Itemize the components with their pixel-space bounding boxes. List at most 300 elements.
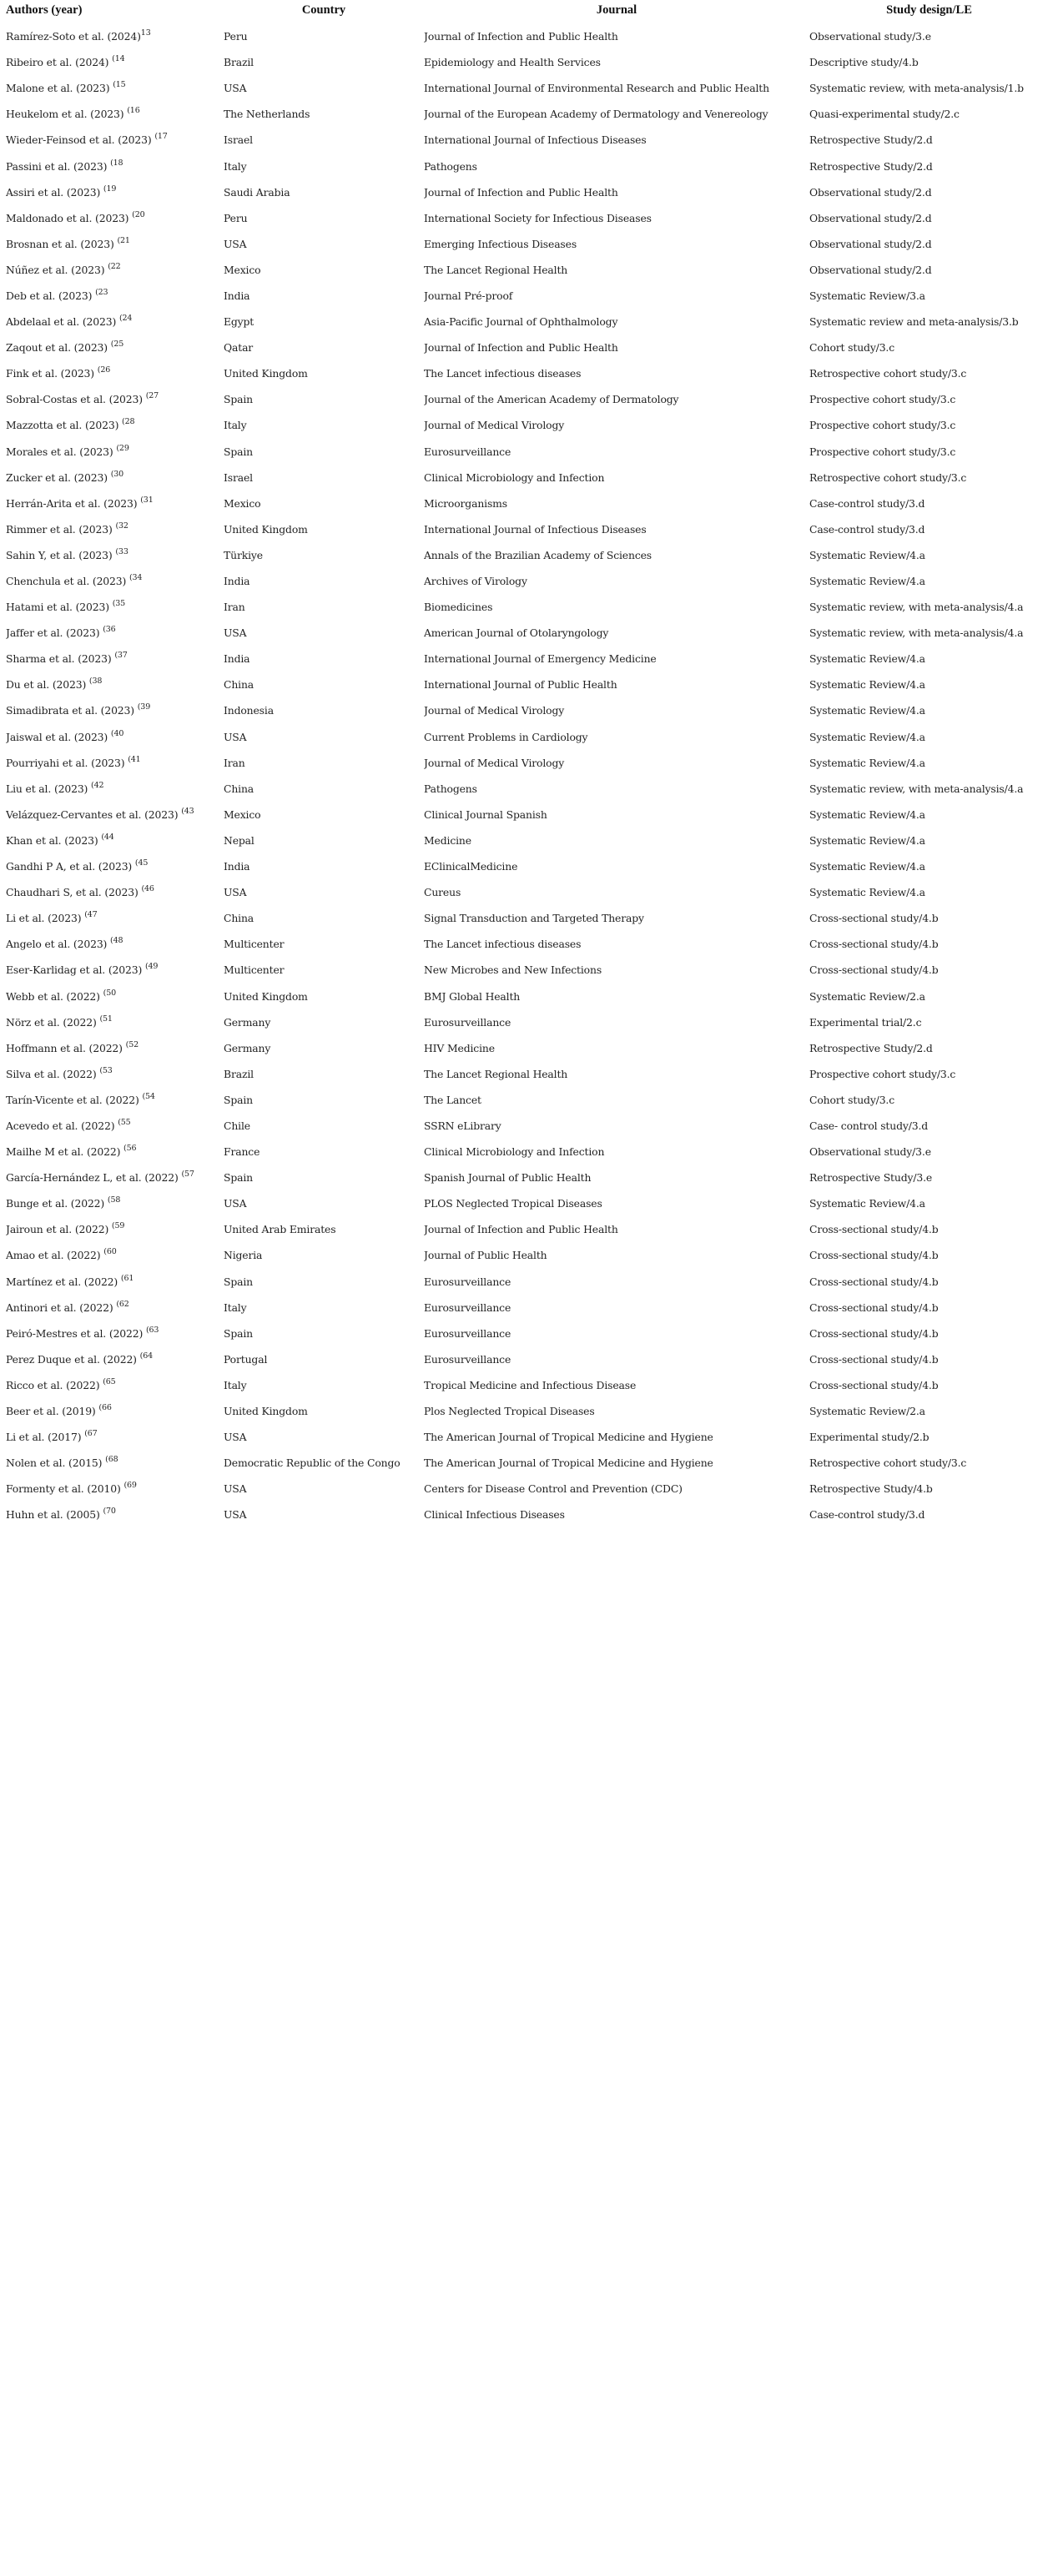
- table-row: [6, 1372, 1049, 1398]
- table-row: [6, 101, 1049, 127]
- country-cell: India: [224, 652, 250, 666]
- country-cell: USA: [224, 1508, 247, 1522]
- author-name: Peiró-Mestres et al. (2022): [6, 1326, 146, 1340]
- author-name: Silva et al. (2022): [6, 1067, 100, 1080]
- author-cell: [6, 1009, 224, 1035]
- author-cell: [6, 101, 224, 127]
- journal-cell: Centers for Disease Control and Prevention (CDC): [424, 1482, 683, 1496]
- author-name: Martínez et al. (2022): [6, 1275, 121, 1288]
- journal-cell: Signal Transduction and Targeted Therapy: [424, 912, 644, 925]
- author-name: Perez Duque et al. (2022): [6, 1352, 140, 1366]
- country-cell: Spain: [224, 1171, 254, 1185]
- table-row: [6, 1269, 1049, 1295]
- design-cell: Descriptive study/4.b: [809, 56, 919, 69]
- country-cell: China: [224, 782, 254, 795]
- author-cell: [6, 672, 224, 697]
- design-cell: Systematic Review/3.a: [809, 289, 925, 302]
- reference-number: (19: [103, 184, 117, 194]
- table-row: [6, 1113, 1049, 1139]
- journal-cell: Journal of Medical Virology: [424, 704, 565, 717]
- author-name: Li et al. (2017): [6, 1431, 85, 1444]
- table-row: [6, 542, 1049, 568]
- journal-cell: The American Journal of Tropical Medicine and Hygiene: [424, 1431, 713, 1444]
- design-cell: Cross-sectional study/4.b: [809, 1326, 939, 1340]
- author-name: Amao et al. (2022): [6, 1249, 104, 1262]
- studies-table: [6, 3, 1049, 1527]
- reference-number: (59: [111, 1221, 125, 1231]
- author-cell: [6, 542, 224, 568]
- design-cell: Cross-sectional study/4.b: [809, 912, 939, 925]
- reference-number: (33: [115, 546, 128, 556]
- reference-number: (26: [97, 365, 111, 375]
- author-name: Pourriyahi et al. (2023): [6, 756, 128, 769]
- reference-number: (51: [99, 1014, 113, 1024]
- reference-number: (25: [110, 340, 124, 350]
- design-cell: Case-control study/3.d: [809, 496, 925, 510]
- country-cell: Israel: [224, 470, 253, 484]
- journal-cell: Cureus: [424, 886, 461, 899]
- journal-cell: Journal of Infection and Public Health: [424, 341, 618, 355]
- author-cell: [6, 1242, 224, 1268]
- author-name: Sobral-Costas et al. (2023): [6, 393, 146, 406]
- table-row: [6, 905, 1049, 931]
- author-cell: [6, 853, 224, 879]
- author-name: Wieder-Feinsod et al. (2023): [6, 133, 155, 147]
- country-cell: USA: [224, 82, 247, 95]
- reference-number: (38: [88, 677, 103, 687]
- design-cell: Systematic Review/2.a: [809, 1405, 925, 1418]
- author-cell: [6, 828, 224, 853]
- country-cell: Peru: [224, 30, 248, 43]
- reference-number: (54: [142, 1091, 155, 1101]
- table-row: [6, 1502, 1049, 1527]
- author-name: Ricco et al. (2022): [6, 1378, 103, 1391]
- author-name: Ramírez-Soto et al. (2024): [6, 30, 141, 43]
- country-cell: Peru: [224, 211, 248, 224]
- journal-cell: The American Journal of Tropical Medicine and Hygiene: [424, 1457, 713, 1470]
- reference-number: (53: [99, 1065, 113, 1075]
- reference-number: (70: [103, 1507, 116, 1517]
- author-name: Tarín-Vicente et al. (2022): [6, 1093, 143, 1106]
- table-row: [6, 646, 1049, 672]
- table-row: [6, 309, 1049, 335]
- journal-cell: International Journal of Environmental Research and Public Health: [424, 82, 769, 95]
- author-cell: [6, 983, 224, 1009]
- country-cell: United Kingdom: [224, 1405, 308, 1418]
- table-row: [6, 672, 1049, 697]
- reference-number: (44: [101, 832, 114, 842]
- author-cell: [6, 568, 224, 594]
- country-cell: Brazil: [224, 56, 254, 69]
- country-cell: Israel: [224, 133, 253, 147]
- journal-cell: Clinical Microbiology and Infection: [424, 470, 605, 484]
- author-name: Jairoun et al. (2022): [6, 1223, 112, 1236]
- country-cell: Italy: [224, 159, 247, 173]
- table-row: [6, 412, 1049, 438]
- author-cell: [6, 1061, 224, 1087]
- journal-cell: International Society for Infectious Diseases: [424, 211, 652, 224]
- journal-cell: American Journal of Otolaryngology: [424, 626, 609, 640]
- journal-cell: Clinical Infectious Diseases: [424, 1508, 565, 1522]
- country-cell: Mexico: [224, 808, 261, 821]
- author-cell: [6, 1321, 224, 1346]
- design-cell: Case-control study/3.d: [809, 522, 925, 536]
- country-cell: India: [224, 289, 250, 302]
- table-row: [6, 1035, 1049, 1061]
- design-cell: Case-control study/3.d: [809, 1508, 925, 1522]
- table-row: [6, 23, 1049, 49]
- author-cell: [6, 1346, 224, 1372]
- journal-cell: BMJ Global Health: [424, 989, 521, 1003]
- author-name: Huhn et al. (2005): [6, 1508, 103, 1522]
- journal-cell: The Lancet Regional Health: [424, 263, 568, 276]
- design-cell: Cross-sectional study/4.b: [809, 1275, 939, 1288]
- country-cell: Multicenter: [224, 963, 285, 977]
- author-cell: [6, 802, 224, 828]
- author-name: Maldonado et al. (2023): [6, 211, 133, 224]
- reference-number: (57: [181, 1170, 194, 1180]
- header-country: Country: [301, 3, 346, 17]
- table-row: [6, 1165, 1049, 1190]
- author-name: Chenchula et al. (2023): [6, 575, 129, 588]
- author-cell: [6, 1295, 224, 1321]
- author-cell: [6, 620, 224, 646]
- design-cell: Retrospective Study/2.d: [809, 1041, 933, 1054]
- author-name: Acevedo et al. (2022): [6, 1119, 118, 1132]
- design-cell: Systematic Review/4.a: [809, 833, 925, 847]
- reference-number: (14: [112, 54, 125, 64]
- table-row: [6, 127, 1049, 153]
- journal-cell: Annals of the Brazilian Academy of Sciences: [424, 548, 652, 561]
- journal-cell: The Lancet Regional Health: [424, 1067, 568, 1080]
- reference-number: (61: [120, 1273, 134, 1283]
- country-cell: China: [224, 678, 254, 692]
- design-cell: Prospective cohort study/3.c: [809, 445, 956, 458]
- reference-number: (69: [123, 1481, 137, 1491]
- author-cell: [6, 75, 224, 101]
- table-row: [6, 465, 1049, 491]
- table-row: [6, 1009, 1049, 1035]
- reference-number: (63: [145, 1325, 159, 1335]
- journal-cell: Journal of Infection and Public Health: [424, 30, 618, 43]
- reference-number: (39: [137, 702, 151, 712]
- country-cell: Spain: [224, 1093, 254, 1106]
- author-name: Antinori et al. (2022): [6, 1301, 117, 1314]
- author-name: Chaudhari S, et al. (2023): [6, 886, 142, 899]
- table-row: [6, 1242, 1049, 1268]
- author-name: Deb et al. (2023): [6, 289, 96, 302]
- author-name: Nolen et al. (2015): [6, 1457, 106, 1470]
- author-cell: [6, 465, 224, 491]
- design-cell: Observational study/2.d: [809, 185, 932, 199]
- design-cell: Cross-sectional study/4.b: [809, 1352, 939, 1366]
- author-name: Ribeiro et al. (2024): [6, 56, 113, 69]
- table-header: [6, 3, 1049, 23]
- reference-number: (42: [91, 780, 104, 790]
- author-name: Beer et al. (2019): [6, 1405, 99, 1418]
- author-cell: [6, 905, 224, 931]
- author-name: Zucker et al. (2023): [6, 470, 111, 484]
- table-row: [6, 283, 1049, 309]
- journal-cell: Microorganisms: [424, 496, 507, 510]
- reference-number: (23: [95, 287, 108, 297]
- author-cell: [6, 1216, 224, 1242]
- header-design: Study design/LE: [886, 3, 972, 17]
- journal-cell: Pathogens: [424, 159, 477, 173]
- journal-cell: Eurosurveillance: [424, 1326, 511, 1340]
- journal-cell: Plos Neglected Tropical Diseases: [424, 1405, 595, 1418]
- table-row: [6, 335, 1049, 360]
- design-cell: Cross-sectional study/4.b: [809, 1301, 939, 1314]
- country-cell: Chile: [224, 1119, 250, 1132]
- author-cell: [6, 750, 224, 776]
- reference-number: (16: [127, 106, 140, 116]
- journal-cell: EClinicalMedicine: [424, 860, 518, 873]
- table-row: [6, 568, 1049, 594]
- author-name: Eser-Karlidag et al. (2023): [6, 963, 145, 977]
- reference-number: (50: [103, 988, 116, 998]
- author-name: Malone et al. (2023): [6, 82, 113, 95]
- reference-number: (47: [84, 910, 98, 920]
- country-cell: India: [224, 860, 250, 873]
- author-name: Jaffer et al. (2023): [6, 626, 103, 640]
- table-row: [6, 49, 1049, 75]
- design-cell: Systematic Review/4.a: [809, 886, 925, 899]
- table-row: [6, 231, 1049, 257]
- table-row: [6, 1139, 1049, 1165]
- reference-number: (64: [139, 1351, 154, 1361]
- country-cell: The Netherlands: [224, 108, 310, 121]
- reference-number: (62: [116, 1299, 129, 1309]
- journal-cell: Journal of the American Academy of Dermatology: [424, 393, 679, 406]
- reference-number: (30: [110, 469, 124, 479]
- journal-cell: International Journal of Infectious Diseases: [424, 133, 647, 147]
- country-cell: France: [224, 1145, 260, 1159]
- table-row: [6, 828, 1049, 853]
- author-name: Nörz et al. (2022): [6, 1015, 100, 1029]
- country-cell: Nigeria: [224, 1249, 263, 1262]
- author-cell: [6, 1035, 224, 1061]
- author-name: Du et al. (2023): [6, 678, 89, 692]
- table-body: [6, 23, 1049, 1527]
- design-cell: Systematic Review/4.a: [809, 1197, 925, 1210]
- author-name: Abdelaal et al. (2023): [6, 315, 119, 329]
- design-cell: Systematic Review/4.a: [809, 730, 925, 743]
- reference-number: (22: [108, 261, 121, 271]
- author-name: Webb et al. (2022): [6, 989, 103, 1003]
- author-cell: [6, 594, 224, 620]
- author-cell: [6, 931, 224, 957]
- author-name: Jaiswal et al. (2023): [6, 730, 111, 743]
- reference-number: (52: [125, 1039, 139, 1049]
- journal-cell: New Microbes and New Infections: [424, 963, 602, 977]
- author-name: Mailhe M et al. (2022): [6, 1145, 124, 1159]
- journal-cell: Eurosurveillance: [424, 1275, 511, 1288]
- author-cell: [6, 231, 224, 257]
- reference-number: 13: [140, 28, 151, 38]
- author-cell: [6, 257, 224, 283]
- journal-cell: Medicine: [424, 833, 471, 847]
- design-cell: Systematic Review/4.a: [809, 704, 925, 717]
- design-cell: Systematic Review/4.a: [809, 548, 925, 561]
- author-name: Herrán-Arita et al. (2023): [6, 496, 141, 510]
- journal-cell: Journal of Medical Virology: [424, 419, 565, 432]
- author-cell: [6, 360, 224, 386]
- country-cell: United Kingdom: [224, 522, 308, 536]
- country-cell: Saudi Arabia: [224, 185, 290, 199]
- author-name: Sharma et al. (2023): [6, 652, 115, 666]
- journal-cell: Eurosurveillance: [424, 445, 511, 458]
- author-name: Rimmer et al. (2023): [6, 522, 116, 536]
- header-row: [6, 3, 1049, 23]
- design-cell: Prospective cohort study/3.c: [809, 1067, 956, 1080]
- country-cell: Iran: [224, 756, 245, 769]
- design-cell: Cross-sectional study/4.b: [809, 1223, 939, 1236]
- author-name: Morales et al. (2023): [6, 445, 117, 458]
- country-cell: Türkiye: [224, 548, 263, 561]
- design-cell: Systematic Review/4.a: [809, 678, 925, 692]
- journal-cell: Journal of Public Health: [424, 1249, 547, 1262]
- author-name: Formenty et al. (2010): [6, 1482, 124, 1496]
- design-cell: Observational study/3.e: [809, 1145, 931, 1159]
- author-cell: [6, 335, 224, 360]
- reference-number: (36: [103, 625, 116, 635]
- author-cell: [6, 49, 224, 75]
- author-cell: [6, 646, 224, 672]
- author-cell: [6, 309, 224, 335]
- journal-cell: Pathogens: [424, 782, 477, 795]
- author-cell: [6, 1190, 224, 1216]
- country-cell: Germany: [224, 1041, 271, 1054]
- author-cell: [6, 153, 224, 179]
- journal-cell: Clinical Journal Spanish: [424, 808, 547, 821]
- country-cell: USA: [224, 1482, 247, 1496]
- reference-number: (46: [141, 884, 154, 894]
- reference-number: (24: [118, 314, 133, 324]
- author-name: Passini et al. (2023): [6, 159, 111, 173]
- design-cell: Retrospective cohort study/3.c: [809, 367, 967, 380]
- table-row: [6, 620, 1049, 646]
- reference-number: (58: [107, 1195, 121, 1205]
- reference-number: (48: [110, 936, 123, 946]
- country-cell: Brazil: [224, 1067, 254, 1080]
- design-cell: Experimental trial/2.c: [809, 1015, 922, 1029]
- author-cell: [6, 1398, 224, 1424]
- design-cell: Systematic review, with meta-analysis/4.a: [809, 601, 1024, 614]
- design-cell: Cross-sectional study/4.b: [809, 1378, 939, 1391]
- journal-cell: Epidemiology and Health Services: [424, 56, 601, 69]
- country-cell: Germany: [224, 1015, 271, 1029]
- author-name: Zaqout et al. (2023): [6, 341, 111, 355]
- author-name: Bunge et al. (2022): [6, 1197, 108, 1210]
- reference-number: (21: [117, 235, 130, 245]
- author-cell: [6, 1372, 224, 1398]
- table-row: [6, 1321, 1049, 1346]
- author-cell: [6, 1087, 224, 1113]
- country-cell: Nepal: [224, 833, 254, 847]
- author-cell: [6, 412, 224, 438]
- design-cell: Observational study/2.d: [809, 263, 932, 276]
- reference-number: (15: [113, 80, 126, 90]
- country-cell: Indonesia: [224, 704, 274, 717]
- design-cell: Systematic Review/4.a: [809, 652, 925, 666]
- journal-cell: Eurosurveillance: [424, 1015, 511, 1029]
- country-cell: USA: [224, 1197, 247, 1210]
- reference-number: (17: [154, 132, 168, 142]
- author-cell: [6, 1139, 224, 1165]
- design-cell: Cross-sectional study/4.b: [809, 1249, 939, 1262]
- author-name: Heukelom et al. (2023): [6, 108, 128, 121]
- journal-cell: Current Problems in Cardiology: [424, 730, 588, 743]
- design-cell: Prospective cohort study/3.c: [809, 419, 956, 432]
- design-cell: Systematic Review/4.a: [809, 808, 925, 821]
- reference-number: (65: [103, 1376, 116, 1386]
- design-cell: Cohort study/3.c: [809, 341, 895, 355]
- country-cell: Qatar: [224, 341, 254, 355]
- author-name: Khan et al. (2023): [6, 833, 102, 847]
- reference-number: (40: [110, 728, 124, 738]
- country-cell: USA: [224, 626, 247, 640]
- design-cell: Retrospective cohort study/3.c: [809, 470, 967, 484]
- design-cell: Systematic Review/4.a: [809, 860, 925, 873]
- country-cell: USA: [224, 730, 247, 743]
- design-cell: Experimental study/2.b: [809, 1431, 930, 1444]
- design-cell: Cross-sectional study/4.b: [809, 938, 939, 951]
- reference-number: (45: [134, 858, 149, 868]
- reference-number: (68: [105, 1455, 118, 1465]
- author-name: Velázquez-Cervantes et al. (2023): [6, 808, 182, 821]
- journal-cell: Archives of Virology: [424, 575, 527, 588]
- table-row: [6, 1295, 1049, 1321]
- design-cell: Retrospective Study/4.b: [809, 1482, 933, 1496]
- author-cell: [6, 205, 224, 231]
- journal-cell: International Journal of Infectious Diseases: [424, 522, 647, 536]
- table-row: [6, 1061, 1049, 1087]
- design-cell: Quasi-experimental study/2.c: [809, 108, 960, 121]
- country-cell: USA: [224, 1431, 247, 1444]
- table-row: [6, 1424, 1049, 1450]
- reference-number: (20: [132, 209, 145, 219]
- reference-number: (49: [144, 962, 159, 972]
- reference-number: (32: [115, 521, 128, 531]
- journal-cell: Clinical Microbiology and Infection: [424, 1145, 605, 1159]
- table-row: [6, 153, 1049, 179]
- design-cell: Retrospective Study/3.e: [809, 1171, 933, 1185]
- author-cell: [6, 1113, 224, 1139]
- table-row: [6, 879, 1049, 905]
- table-row: [6, 257, 1049, 283]
- design-cell: Systematic Review/4.a: [809, 575, 925, 588]
- country-cell: Spain: [224, 445, 254, 458]
- table-row: [6, 360, 1049, 386]
- country-cell: Spain: [224, 1326, 254, 1340]
- author-cell: [6, 776, 224, 802]
- design-cell: Systematic Review/4.a: [809, 756, 925, 769]
- author-name: Li et al. (2023): [6, 912, 85, 925]
- table-row: [6, 724, 1049, 750]
- author-name: Fink et al. (2023): [6, 367, 98, 380]
- journal-cell: Emerging Infectious Diseases: [424, 237, 577, 250]
- author-cell: [6, 697, 224, 723]
- reference-number: (43: [181, 806, 194, 816]
- table-row: [6, 179, 1049, 205]
- author-cell: [6, 1269, 224, 1295]
- journal-cell: Journal Pré-proof: [424, 289, 513, 302]
- journal-cell: International Journal of Public Health: [424, 678, 617, 692]
- country-cell: United Kingdom: [224, 367, 308, 380]
- country-cell: Portugal: [224, 1352, 268, 1366]
- design-cell: Prospective cohort study/3.c: [809, 393, 956, 406]
